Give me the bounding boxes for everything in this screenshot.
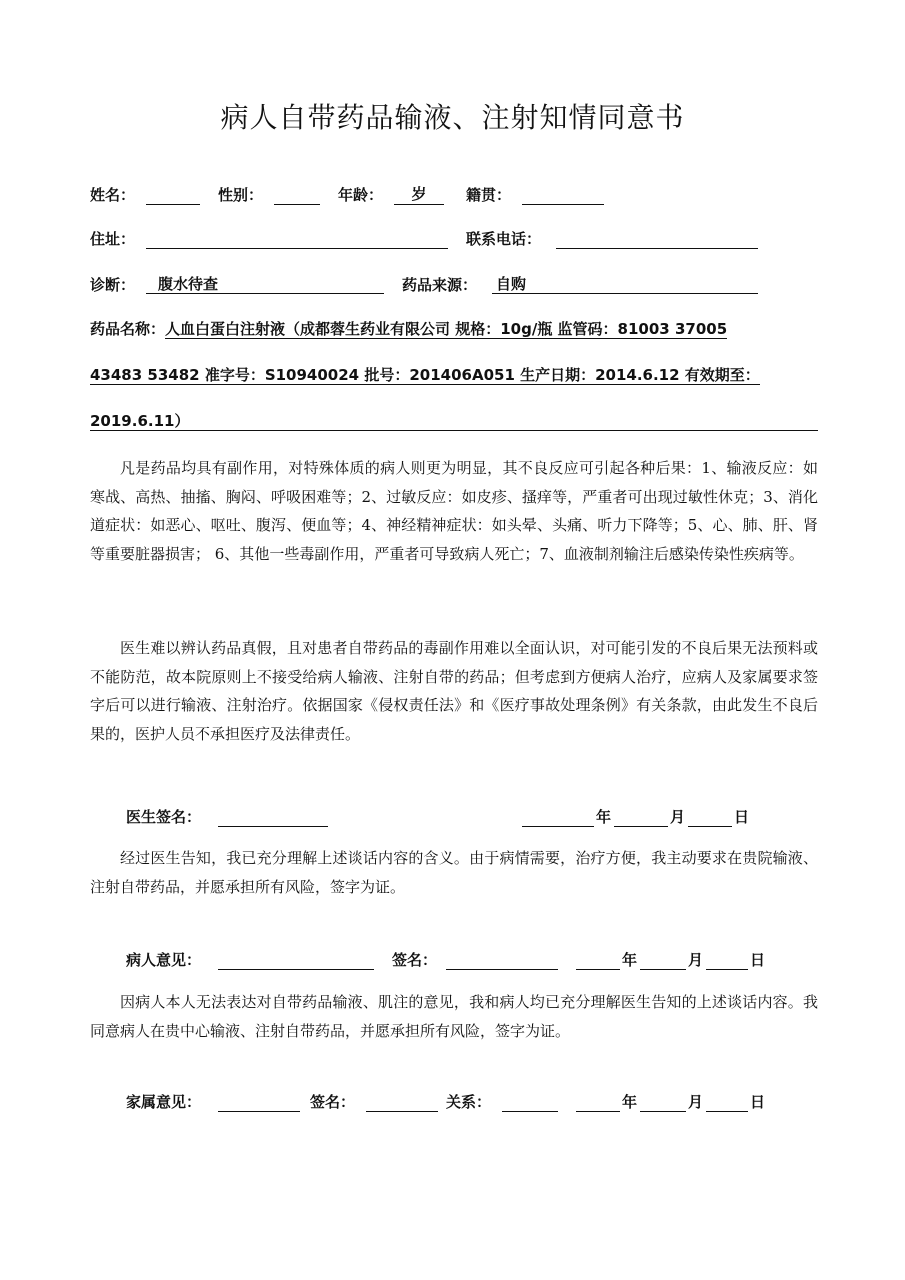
phone-field[interactable]: [556, 228, 758, 249]
address-label: 住址：: [90, 230, 136, 248]
patient-opinion-field[interactable]: [218, 949, 374, 970]
patient-year-label: 年: [622, 951, 638, 969]
family-consent-paragraph: 因病人本人无法表达对自带药品输液、肌注的意见，我和病人均已充分理解医生告知的上述谈话内容。我同意病人在贵中心输液、注射自带药品，并愿承担所有风险，签字为证。: [90, 993, 818, 1040]
doctor-day-label: 日: [734, 808, 750, 826]
doctor-year-label: 年: [596, 808, 612, 826]
family-opinion-row: [126, 1091, 786, 1115]
patient-day-field[interactable]: [706, 949, 748, 970]
drug-source-field[interactable]: [492, 274, 758, 294]
native-place-label: 籍贯：: [466, 186, 512, 204]
patient-consent-paragraph: 经过医生告知，我已充分理解上述谈话内容的含义。由于病情需要，治疗方便，我主动要求在贵院输液、注射自带药品，并愿承担所有风险，签字为证。: [90, 849, 818, 896]
drug-name-line-1: [90, 318, 818, 340]
diagnosis-value: 腹水待查: [158, 275, 219, 293]
policy-paragraph: 医生难以辨认药品真假，且对患者自带药品的毒副作用难以全面认识，对可能引发的不良后果无法预料或不能防范，故本院原则上不接受给病人输液、注射自带的药品；但考虑到方便病人治疗，应病人及家属要求签字后可以进行输液、注射治疗。依据国家《侵权责任法》和《医疗事故处理条例》有关条款，由此发生不良后果的，医护人员不承担医疗及法律责任。: [90, 639, 818, 743]
diagnosis-row: [90, 274, 818, 298]
side-effects-paragraph: 凡是药品均具有副作用，对特殊体质的病人则更为明显，其不良反应可引起各种后果：1、输液反应：如寒战、高热、抽搐、胸闷、呼吸困难等；2、过敏反应：如皮疹、搔痒等，严重者可出现过敏性休克；3、消化道症状：如恶心、呕吐、腹泻、便血等；4、神经精神症状：如头晕、头痛、听力下降等；5、心、肺、肝、肾等重要脏器损害； 6、其他一些毒副作用，严重者可导致病人死亡；7、血液制剂输注后感染传染性疾病等。: [90, 459, 818, 563]
age-label: 年龄：: [338, 186, 384, 204]
gender-label: 性别：: [218, 186, 264, 204]
doctor-signature-row: [126, 806, 766, 830]
patient-day-label: 日: [750, 951, 766, 969]
family-opinion-field[interactable]: [218, 1091, 300, 1112]
phone-label: 联系电话：: [466, 230, 542, 248]
drug-name-value-2: 43483 53482 准字号：S10940024 批号：201406A051 生产日期：2014.6.12 有效期至：: [90, 366, 760, 384]
doctor-signature-label: 医生签名：: [126, 808, 202, 826]
family-year-label: 年: [622, 1093, 638, 1111]
patient-opinion-label: 病人意见：: [126, 951, 202, 969]
drug-name-line-3: [90, 410, 818, 432]
doctor-year-field[interactable]: [522, 806, 594, 827]
doctor-signature-field[interactable]: [218, 806, 328, 827]
family-sign-label: 签名：: [310, 1093, 356, 1111]
diagnosis-label: 诊断：: [90, 276, 136, 294]
drug-name-label: 药品名称：: [90, 320, 166, 338]
family-relation-field[interactable]: [502, 1091, 558, 1112]
family-opinion-label: 家属意见：: [126, 1093, 202, 1111]
drug-source-value: 自购: [496, 275, 527, 293]
doctor-month-label: 月: [670, 808, 686, 826]
family-day-field[interactable]: [706, 1091, 748, 1112]
drug-source-label: 药品来源：: [402, 276, 478, 294]
gender-field[interactable]: [274, 184, 320, 205]
family-signature-field[interactable]: [366, 1091, 438, 1112]
patient-sign-label: 签名：: [392, 951, 438, 969]
patient-year-field[interactable]: [576, 949, 620, 970]
contact-row: [90, 228, 818, 252]
patient-signature-field[interactable]: [446, 949, 558, 970]
drug-name-value-3: 2019.6.11）: [90, 412, 190, 430]
doctor-month-field[interactable]: [614, 806, 668, 827]
family-day-label: 日: [750, 1093, 766, 1111]
document-title: 病人自带药品输液、注射知情同意书: [220, 101, 685, 134]
patient-month-label: 月: [688, 951, 704, 969]
name-label: 姓名：: [90, 186, 136, 204]
name-field[interactable]: [146, 184, 200, 205]
family-month-field[interactable]: [640, 1091, 686, 1112]
patient-opinion-row: [126, 949, 786, 973]
age-field[interactable]: [394, 184, 444, 205]
address-field[interactable]: [146, 228, 448, 249]
drug-name-underline: [90, 430, 818, 431]
native-place-field[interactable]: [522, 184, 604, 205]
patient-month-field[interactable]: [640, 949, 686, 970]
family-year-field[interactable]: [576, 1091, 620, 1112]
drug-name-value-1: 人血白蛋白注射液（成都蓉生药业有限公司 规格：10g/瓶 监管码：81003 37005: [165, 320, 728, 338]
family-relation-label: 关系：: [446, 1093, 492, 1111]
doctor-day-field[interactable]: [688, 806, 732, 827]
personal-info-row: [90, 184, 818, 208]
drug-name-line-2: [90, 364, 818, 386]
age-unit: 岁: [411, 185, 427, 203]
diagnosis-field[interactable]: [146, 274, 384, 294]
family-month-label: 月: [688, 1093, 704, 1111]
